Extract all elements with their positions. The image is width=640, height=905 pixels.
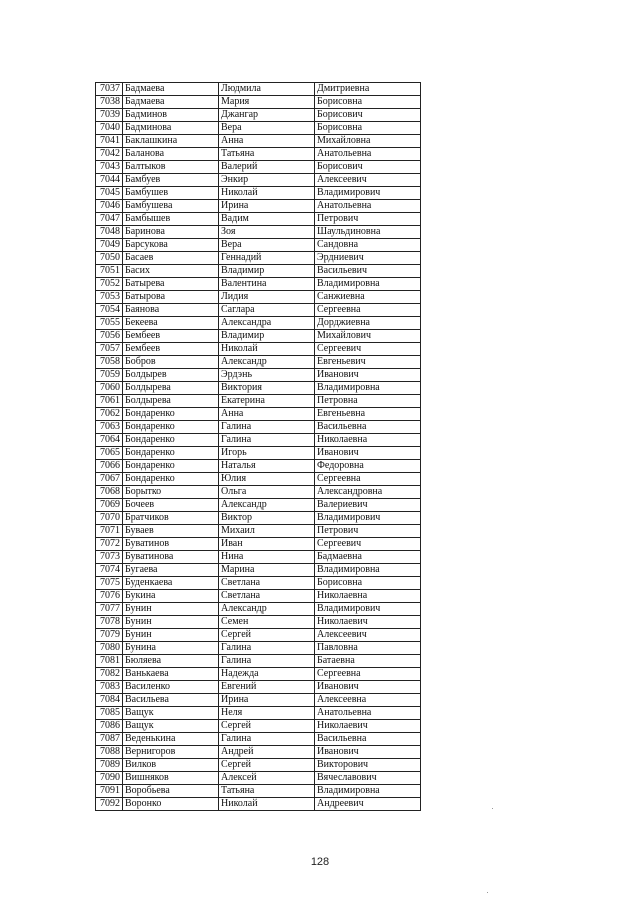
first-name-cell: Галина — [219, 434, 315, 447]
patronymic-cell: Анатольевна — [315, 148, 421, 161]
row-number-cell: 7056 — [96, 330, 123, 343]
row-number-cell: 7063 — [96, 421, 123, 434]
patronymic-cell: Владимировна — [315, 382, 421, 395]
last-name-cell: Бембеев — [123, 343, 219, 356]
patronymic-cell: Борисович — [315, 109, 421, 122]
first-name-cell: Иван — [219, 538, 315, 551]
scan-speck — [487, 892, 488, 893]
first-name-cell: Вадим — [219, 213, 315, 226]
patronymic-cell: Владимировна — [315, 564, 421, 577]
patronymic-cell: Эрдниевич — [315, 252, 421, 265]
table-row — [96, 369, 421, 382]
row-number-cell: 7061 — [96, 395, 123, 408]
first-name-cell: Николай — [219, 343, 315, 356]
last-name-cell: Вернигоров — [123, 746, 219, 759]
last-name-cell: Баринова — [123, 226, 219, 239]
last-name-cell: Ванькаева — [123, 668, 219, 681]
first-name-cell: Владимир — [219, 330, 315, 343]
first-name-cell: Андрей — [219, 746, 315, 759]
table-row — [96, 720, 421, 733]
table-row — [96, 239, 421, 252]
patronymic-cell: Евгеньевна — [315, 408, 421, 421]
table-row — [96, 772, 421, 785]
first-name-cell: Наталья — [219, 460, 315, 473]
table-row — [96, 733, 421, 746]
row-number-cell: 7060 — [96, 382, 123, 395]
last-name-cell: Болдырева — [123, 395, 219, 408]
first-name-cell: Саглара — [219, 304, 315, 317]
table-row — [96, 642, 421, 655]
table-row — [96, 83, 421, 96]
last-name-cell: Ващук — [123, 720, 219, 733]
table-row — [96, 473, 421, 486]
patronymic-cell: Батаевна — [315, 655, 421, 668]
last-name-cell: Батырова — [123, 291, 219, 304]
patronymic-cell: Сандовна — [315, 239, 421, 252]
first-name-cell: Лидия — [219, 291, 315, 304]
last-name-cell: Василенко — [123, 681, 219, 694]
table-row — [96, 148, 421, 161]
table-row — [96, 395, 421, 408]
patronymic-cell: Анатольевна — [315, 707, 421, 720]
patronymic-cell: Валериевич — [315, 499, 421, 512]
first-name-cell: Алексей — [219, 772, 315, 785]
patronymic-cell: Бадмаевна — [315, 551, 421, 564]
last-name-cell: Братчиков — [123, 512, 219, 525]
last-name-cell: Бугаева — [123, 564, 219, 577]
first-name-cell: Александр — [219, 499, 315, 512]
row-number-cell: 7041 — [96, 135, 123, 148]
first-name-cell: Галина — [219, 642, 315, 655]
row-number-cell: 7086 — [96, 720, 123, 733]
patronymic-cell: Анатольевна — [315, 200, 421, 213]
last-name-cell: Бунин — [123, 603, 219, 616]
last-name-cell: Буденкаева — [123, 577, 219, 590]
last-name-cell: Бондаренко — [123, 460, 219, 473]
first-name-cell: Зоя — [219, 226, 315, 239]
first-name-cell: Марина — [219, 564, 315, 577]
row-number-cell: 7052 — [96, 278, 123, 291]
patronymic-cell: Иванович — [315, 746, 421, 759]
last-name-cell: Бамбуев — [123, 174, 219, 187]
first-name-cell: Светлана — [219, 590, 315, 603]
row-number-cell: 7049 — [96, 239, 123, 252]
last-name-cell: Бондаренко — [123, 434, 219, 447]
first-name-cell: Владимир — [219, 265, 315, 278]
row-number-cell: 7037 — [96, 83, 123, 96]
table-row — [96, 434, 421, 447]
table-row — [96, 161, 421, 174]
patronymic-cell: Борисовна — [315, 96, 421, 109]
scan-speck — [492, 808, 493, 809]
row-number-cell: 7059 — [96, 369, 123, 382]
row-number-cell: 7074 — [96, 564, 123, 577]
patronymic-cell: Андреевич — [315, 798, 421, 811]
first-name-cell: Джангар — [219, 109, 315, 122]
first-name-cell: Светлана — [219, 577, 315, 590]
first-name-cell: Эрдэнь — [219, 369, 315, 382]
patronymic-cell: Владимирович — [315, 187, 421, 200]
first-name-cell: Галина — [219, 421, 315, 434]
last-name-cell: Вилков — [123, 759, 219, 772]
row-number-cell: 7048 — [96, 226, 123, 239]
first-name-cell: Виктория — [219, 382, 315, 395]
patronymic-cell: Дмитриевна — [315, 83, 421, 96]
first-name-cell: Александр — [219, 356, 315, 369]
row-number-cell: 7058 — [96, 356, 123, 369]
row-number-cell: 7085 — [96, 707, 123, 720]
last-name-cell: Батырева — [123, 278, 219, 291]
table-row — [96, 460, 421, 473]
last-name-cell: Воробьева — [123, 785, 219, 798]
first-name-cell: Нина — [219, 551, 315, 564]
last-name-cell: Бобров — [123, 356, 219, 369]
row-number-cell: 7066 — [96, 460, 123, 473]
table-row — [96, 265, 421, 278]
row-number-cell: 7068 — [96, 486, 123, 499]
table-row — [96, 109, 421, 122]
first-name-cell: Сергей — [219, 629, 315, 642]
patronymic-cell: Борисовна — [315, 577, 421, 590]
row-number-cell: 7082 — [96, 668, 123, 681]
last-name-cell: Бочеев — [123, 499, 219, 512]
first-name-cell: Виктор — [219, 512, 315, 525]
row-number-cell: 7057 — [96, 343, 123, 356]
table-row — [96, 590, 421, 603]
first-name-cell: Михаил — [219, 525, 315, 538]
last-name-cell: Басаев — [123, 252, 219, 265]
first-name-cell: Татьяна — [219, 785, 315, 798]
first-name-cell: Энкир — [219, 174, 315, 187]
first-name-cell: Александра — [219, 317, 315, 330]
first-name-cell: Николай — [219, 798, 315, 811]
row-number-cell: 7042 — [96, 148, 123, 161]
table-row — [96, 577, 421, 590]
patronymic-cell: Николаевна — [315, 590, 421, 603]
row-number-cell: 7091 — [96, 785, 123, 798]
patronymic-cell: Сергеевна — [315, 304, 421, 317]
first-name-cell: Сергей — [219, 720, 315, 733]
last-name-cell: Васильева — [123, 694, 219, 707]
patronymic-cell: Павловна — [315, 642, 421, 655]
table-row — [96, 616, 421, 629]
row-number-cell: 7043 — [96, 161, 123, 174]
first-name-cell: Николай — [219, 187, 315, 200]
row-number-cell: 7072 — [96, 538, 123, 551]
row-number-cell: 7044 — [96, 174, 123, 187]
first-name-cell: Надежда — [219, 668, 315, 681]
last-name-cell: Буватинов — [123, 538, 219, 551]
last-name-cell: Бондаренко — [123, 408, 219, 421]
table-row — [96, 707, 421, 720]
patronymic-cell: Алексеевна — [315, 694, 421, 707]
row-number-cell: 7050 — [96, 252, 123, 265]
first-name-cell: Сергей — [219, 759, 315, 772]
last-name-cell: Веденькина — [123, 733, 219, 746]
row-number-cell: 7047 — [96, 213, 123, 226]
page-number: 128 — [310, 856, 330, 868]
row-number-cell: 7064 — [96, 434, 123, 447]
row-number-cell: 7073 — [96, 551, 123, 564]
patronymic-cell: Алексеевич — [315, 629, 421, 642]
first-name-cell: Валерий — [219, 161, 315, 174]
patronymic-cell: Михайлович — [315, 330, 421, 343]
first-name-cell: Татьяна — [219, 148, 315, 161]
row-number-cell: 7038 — [96, 96, 123, 109]
row-number-cell: 7071 — [96, 525, 123, 538]
last-name-cell: Болдырева — [123, 382, 219, 395]
last-name-cell: Бондаренко — [123, 473, 219, 486]
last-name-cell: Басих — [123, 265, 219, 278]
last-name-cell: Бамбышев — [123, 213, 219, 226]
last-name-cell: Бадмаева — [123, 96, 219, 109]
last-name-cell: Бекеева — [123, 317, 219, 330]
last-name-cell: Бембеев — [123, 330, 219, 343]
row-number-cell: 7078 — [96, 616, 123, 629]
table-row — [96, 551, 421, 564]
patronymic-cell: Васильевна — [315, 733, 421, 746]
roster-table — [95, 82, 421, 811]
table-row — [96, 304, 421, 317]
patronymic-cell: Васильевич — [315, 265, 421, 278]
first-name-cell: Вера — [219, 122, 315, 135]
table-row — [96, 746, 421, 759]
last-name-cell: Бюляева — [123, 655, 219, 668]
last-name-cell: Букина — [123, 590, 219, 603]
table-row — [96, 187, 421, 200]
roster-body — [96, 83, 421, 811]
row-number-cell: 7092 — [96, 798, 123, 811]
first-name-cell: Екатерина — [219, 395, 315, 408]
table-row — [96, 681, 421, 694]
table-row — [96, 798, 421, 811]
row-number-cell: 7090 — [96, 772, 123, 785]
patronymic-cell: Федоровна — [315, 460, 421, 473]
row-number-cell: 7080 — [96, 642, 123, 655]
patronymic-cell: Петрович — [315, 213, 421, 226]
last-name-cell: Баянова — [123, 304, 219, 317]
table-row — [96, 694, 421, 707]
patronymic-cell: Иванович — [315, 369, 421, 382]
patronymic-cell: Сергеевна — [315, 473, 421, 486]
table-row — [96, 525, 421, 538]
last-name-cell: Борытко — [123, 486, 219, 499]
table-row — [96, 174, 421, 187]
row-number-cell: 7087 — [96, 733, 123, 746]
table-row — [96, 447, 421, 460]
first-name-cell: Неля — [219, 707, 315, 720]
last-name-cell: Вишняков — [123, 772, 219, 785]
patronymic-cell: Викторович — [315, 759, 421, 772]
patronymic-cell: Владимировна — [315, 785, 421, 798]
row-number-cell: 7089 — [96, 759, 123, 772]
patronymic-cell: Алексеевич — [315, 174, 421, 187]
row-number-cell: 7083 — [96, 681, 123, 694]
row-number-cell: 7051 — [96, 265, 123, 278]
patronymic-cell: Шаульдиновна — [315, 226, 421, 239]
last-name-cell: Буваев — [123, 525, 219, 538]
patronymic-cell: Сергеевна — [315, 668, 421, 681]
patronymic-cell: Борисович — [315, 161, 421, 174]
table-row — [96, 343, 421, 356]
patronymic-cell: Васильевна — [315, 421, 421, 434]
patronymic-cell: Николаевич — [315, 616, 421, 629]
first-name-cell: Игорь — [219, 447, 315, 460]
last-name-cell: Баланова — [123, 148, 219, 161]
last-name-cell: Балтыков — [123, 161, 219, 174]
patronymic-cell: Вячеславович — [315, 772, 421, 785]
row-number-cell: 7065 — [96, 447, 123, 460]
row-number-cell: 7081 — [96, 655, 123, 668]
patronymic-cell: Владимирович — [315, 512, 421, 525]
row-number-cell: 7046 — [96, 200, 123, 213]
row-number-cell: 7079 — [96, 629, 123, 642]
table-row — [96, 226, 421, 239]
patronymic-cell: Владимирович — [315, 603, 421, 616]
last-name-cell: Бондаренко — [123, 447, 219, 460]
last-name-cell: Бамбушева — [123, 200, 219, 213]
table-row — [96, 512, 421, 525]
patronymic-cell: Александровна — [315, 486, 421, 499]
first-name-cell: Евгений — [219, 681, 315, 694]
table-row — [96, 356, 421, 369]
patronymic-cell: Михайловна — [315, 135, 421, 148]
table-row — [96, 278, 421, 291]
last-name-cell: Баклашкина — [123, 135, 219, 148]
table-row — [96, 291, 421, 304]
last-name-cell: Бунин — [123, 629, 219, 642]
table-row — [96, 564, 421, 577]
row-number-cell: 7062 — [96, 408, 123, 421]
last-name-cell: Бамбушев — [123, 187, 219, 200]
patronymic-cell: Николаевич — [315, 720, 421, 733]
table-row — [96, 759, 421, 772]
row-number-cell: 7039 — [96, 109, 123, 122]
patronymic-cell: Борисовна — [315, 122, 421, 135]
first-name-cell: Геннадий — [219, 252, 315, 265]
table-row — [96, 382, 421, 395]
first-name-cell: Галина — [219, 733, 315, 746]
table-row — [96, 200, 421, 213]
patronymic-cell: Николаевна — [315, 434, 421, 447]
first-name-cell: Галина — [219, 655, 315, 668]
patronymic-cell: Сергеевич — [315, 343, 421, 356]
patronymic-cell: Петрович — [315, 525, 421, 538]
last-name-cell: Воронко — [123, 798, 219, 811]
last-name-cell: Бунин — [123, 616, 219, 629]
table-row — [96, 252, 421, 265]
table-row — [96, 330, 421, 343]
first-name-cell: Ольга — [219, 486, 315, 499]
row-number-cell: 7084 — [96, 694, 123, 707]
first-name-cell: Александр — [219, 603, 315, 616]
patronymic-cell: Иванович — [315, 447, 421, 460]
first-name-cell: Семен — [219, 616, 315, 629]
row-number-cell: 7054 — [96, 304, 123, 317]
table-row — [96, 96, 421, 109]
table-row — [96, 603, 421, 616]
table-row — [96, 122, 421, 135]
row-number-cell: 7088 — [96, 746, 123, 759]
row-number-cell: 7076 — [96, 590, 123, 603]
first-name-cell: Анна — [219, 408, 315, 421]
patronymic-cell: Дорджиевна — [315, 317, 421, 330]
table-row — [96, 499, 421, 512]
table-row — [96, 785, 421, 798]
first-name-cell: Валентина — [219, 278, 315, 291]
patronymic-cell: Иванович — [315, 681, 421, 694]
patronymic-cell: Петровна — [315, 395, 421, 408]
first-name-cell: Мария — [219, 96, 315, 109]
patronymic-cell: Сергеевич — [315, 538, 421, 551]
table-row — [96, 408, 421, 421]
row-number-cell: 7067 — [96, 473, 123, 486]
row-number-cell: 7045 — [96, 187, 123, 200]
last-name-cell: Бадминова — [123, 122, 219, 135]
patronymic-cell: Евгеньевич — [315, 356, 421, 369]
last-name-cell: Бунина — [123, 642, 219, 655]
table-row — [96, 213, 421, 226]
first-name-cell: Юлия — [219, 473, 315, 486]
first-name-cell: Людмила — [219, 83, 315, 96]
last-name-cell: Буватинова — [123, 551, 219, 564]
patronymic-cell: Санжиевна — [315, 291, 421, 304]
table-row — [96, 486, 421, 499]
table-row — [96, 135, 421, 148]
patronymic-cell: Владимировна — [315, 278, 421, 291]
first-name-cell: Ирина — [219, 694, 315, 707]
row-number-cell: 7069 — [96, 499, 123, 512]
first-name-cell: Ирина — [219, 200, 315, 213]
row-number-cell: 7077 — [96, 603, 123, 616]
last-name-cell: Барсукова — [123, 239, 219, 252]
table-row — [96, 538, 421, 551]
table-row — [96, 421, 421, 434]
last-name-cell: Ващук — [123, 707, 219, 720]
table-row — [96, 668, 421, 681]
first-name-cell: Вера — [219, 239, 315, 252]
row-number-cell: 7055 — [96, 317, 123, 330]
table-row — [96, 629, 421, 642]
table-row — [96, 655, 421, 668]
row-number-cell: 7053 — [96, 291, 123, 304]
table-row — [96, 317, 421, 330]
last-name-cell: Болдырев — [123, 369, 219, 382]
last-name-cell: Бондаренко — [123, 421, 219, 434]
row-number-cell: 7070 — [96, 512, 123, 525]
row-number-cell: 7040 — [96, 122, 123, 135]
last-name-cell: Бадмаева — [123, 83, 219, 96]
first-name-cell: Анна — [219, 135, 315, 148]
last-name-cell: Бадминов — [123, 109, 219, 122]
row-number-cell: 7075 — [96, 577, 123, 590]
